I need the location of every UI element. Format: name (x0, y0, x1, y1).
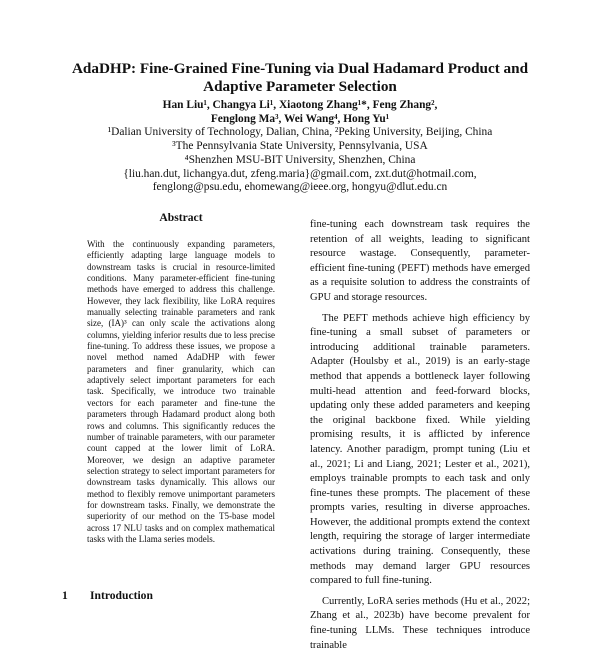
affiliation-line-1: ¹Dalian University of Technology, Dalian, China, ²Peking University, Beijing, China (107, 126, 493, 139)
author-names-line-2: Fenglong Ma³, Wei Wang⁴, Hong Yu¹ (210, 112, 390, 125)
section-number: 1 (62, 589, 68, 602)
author-names-line-1: Han Liu¹, Changya Li¹, Xiaotong Zhang¹*, Feng Zhang², (162, 99, 438, 111)
emails-line-1: {liu.han.dut, lichangya.dut, zfeng.maria}@gmail.com, zxt.dut@hotmail.com, (123, 167, 477, 180)
abstract-text: With the continuously expanding parameters, efficiently adapting large language models to downstream tasks is crucial in resource-limited conditions. Many parameter-efficient fine-tuning methods have emerged to address this challenge. However, they lack flexibility, like LoRA requires manually selecting trainable parameters and rank size, (IA)³ can only scale the activations along columns, yielding inferior results due to less precise fine-tuning. To address these issues, we propose a novel method named AdaDHP with fewer parameters and finer granularity, which can adaptively select important parameters for each task. Specifically, we introduce two trainable vectors for each parameter and fine-tune the parameters through Hadamard product along both rows and columns. This significantly reduces the number of trainable parameters, with our parameter count capped at the lower limit of LoRA. Moreover, we design an adaptive parameter selection strategy to select important parameters for downstream tasks dynamically. This allows our method to flexibly remove unimportant parameters for downstream tasks. Finally, we demonstrate the superiority of our method on the T5-base model across 17 NLU tasks and on complex mathematical tasks with the Llama series models. (87, 239, 275, 544)
emails-line-2: fenglong@psu.edu, ehomewang@ieee.org, hongyu@dlut.edu.cn (152, 181, 448, 194)
right-column-text (310, 218, 530, 653)
paragraph-3: Currently, LoRA series methods (Hu et al., 2022; Zhang et al., 2023b) have become prevalent for fine-tuning LLMs. These techniques introduce trainable (310, 595, 530, 651)
author-block (60, 99, 540, 195)
paragraph-1: fine-tuning each downstream task requires the retention of all weights, leading to significant resource wastage. Consequently, parameter-efficient fine-tuning (PEFT) methods have emerged as a requisite solution to address the constraints of GPU and storage resources. (310, 219, 530, 303)
section-title: Introduction (90, 589, 153, 602)
paragraph-2: The PEFT methods achieve high efficiency by fine-tuning a small subset of parameters or introducing additional trainable parameters. Adapter (Houlsby et al., 2019) is an early-stage method that appends a bottleneck layer following multi-head attention and feed-forward blocks, updating only these added parameters and keeping the original backbone fixed. While yielding promising results, it is afflicted by inference latency. Another paradigm, prompt tuning (Liu et al., 2021; Li and Liang, 2021; Lester et al., 2021), employs trainable prompts to each task and only fine-tunes these prompts. The placement of these prompts varies, resulting in diverse approaches. However, the additional prompts extend the context length, requiring the storage of larger intermediate activations during training. Consequently, these methods may demand larger GPU resources compared to full fine-tuning. (310, 312, 530, 587)
affiliation-line-2: ³The Pennsylvania State University, Pennsylvania, USA (172, 140, 428, 153)
section-heading-introduction (62, 589, 153, 603)
affiliation-line-3: ⁴Shenzhen MSU-BIT University, Shenzhen, China (184, 153, 416, 166)
author-emails (60, 168, 540, 195)
abstract-heading: Abstract (159, 211, 203, 224)
paper-title: AdaDHP: Fine-Grained Fine-Tuning via Dual Hadamard Product and Adaptive Parameter Selection (71, 60, 529, 95)
abstract-column (87, 211, 275, 545)
